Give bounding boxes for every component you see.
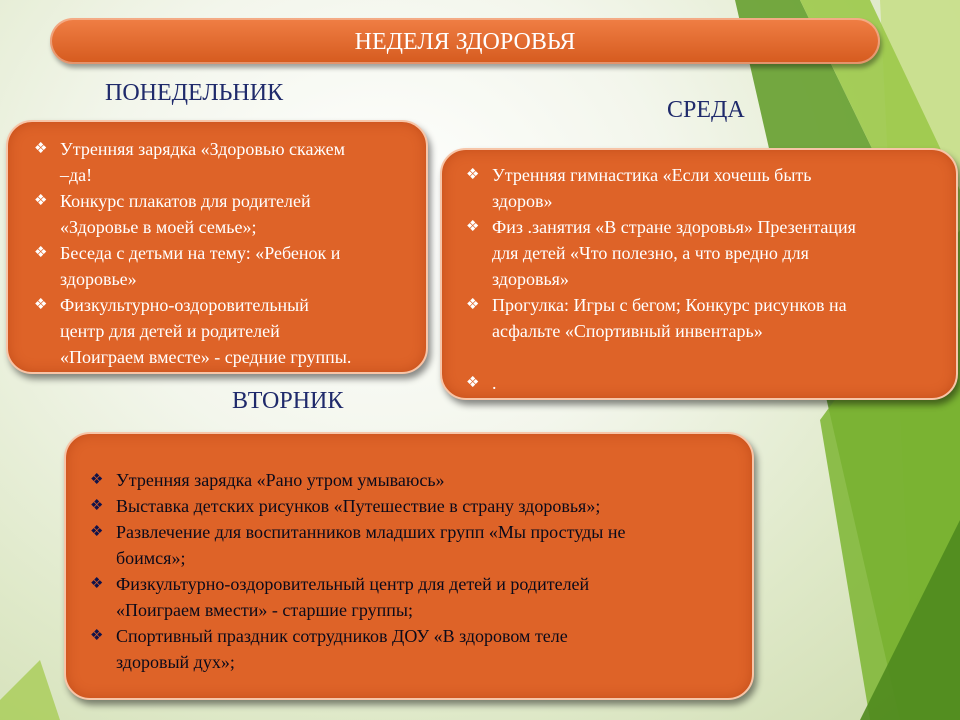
list-item: ❖ Развлечение для воспитанников младших групп «Мы простуды не боимся»; bbox=[116, 519, 741, 571]
monday-heading: ПОНЕДЕЛЬНИК bbox=[105, 80, 284, 106]
list-item: ❖ Прогулка: Игры с бегом; Конкурс рисунков на асфальте «Спортивный инвентарь» bbox=[492, 292, 947, 344]
wednesday-card bbox=[440, 148, 958, 400]
tuesday-heading: ВТОРНИК bbox=[232, 388, 344, 414]
diamond-bullet-icon: ❖ bbox=[90, 498, 104, 514]
wednesday-list bbox=[466, 162, 947, 396]
list-item: ❖ Физкультурно-оздоровительный центр для детей и родителей «Поиграем вмести» - старшие группы; bbox=[116, 571, 741, 623]
diamond-bullet-icon: ❖ bbox=[466, 167, 480, 183]
list-item: ❖ Конкурс плакатов для родителей «Здоровье в моей семье»; bbox=[60, 188, 422, 240]
list-item: ❖ Утренняя зарядка «Рано утром умываюсь» bbox=[116, 467, 741, 493]
list-item: ❖ Утренняя гимнастика «Если хочешь быть здоров» bbox=[492, 162, 947, 214]
list-item: ❖ Беседа с детьми на тему: «Ребенок и здоровье» bbox=[60, 240, 422, 292]
diamond-bullet-icon: ❖ bbox=[34, 141, 48, 157]
title-banner bbox=[50, 18, 880, 64]
list-item: ❖ Выставка детских рисунков «Путешествие в страну здоровья»; bbox=[116, 493, 741, 519]
diamond-bullet-icon: ❖ bbox=[34, 297, 48, 313]
list-item: ❖ . bbox=[492, 370, 947, 396]
diamond-bullet-icon: ❖ bbox=[90, 628, 104, 644]
page-title: НЕДЕЛЯ ЗДОРОВЬЯ bbox=[354, 29, 576, 55]
diamond-bullet-icon: ❖ bbox=[90, 524, 104, 540]
diamond-bullet-icon: ❖ bbox=[34, 193, 48, 209]
diamond-bullet-icon: ❖ bbox=[466, 375, 480, 391]
list-item: ❖ Спортивный праздник сотрудников ДОУ «В здоровом теле здоровый дух»; bbox=[116, 623, 741, 675]
green-stripe-left bbox=[0, 660, 60, 720]
monday-card bbox=[6, 120, 428, 374]
wednesday-heading: СРЕДА bbox=[667, 97, 745, 123]
diamond-bullet-icon: ❖ bbox=[90, 472, 104, 488]
monday-list bbox=[34, 136, 422, 370]
list-item: ❖ Утренняя зарядка «Здоровью скажем –да! bbox=[60, 136, 422, 188]
tuesday-list bbox=[90, 467, 741, 675]
diamond-bullet-icon: ❖ bbox=[90, 576, 104, 592]
list-item: ❖ Физ .занятия «В стране здоровья» Презентация для детей «Что полезно, а что вредно для здоровья» bbox=[492, 214, 947, 292]
list-item: ❖ Физкультурно-оздоровительный центр для детей и родителей «Поиграем вместе» - средние группы. bbox=[60, 292, 422, 370]
diamond-bullet-icon: ❖ bbox=[34, 245, 48, 261]
diamond-bullet-icon: ❖ bbox=[466, 219, 480, 235]
tuesday-card bbox=[64, 432, 754, 700]
diamond-bullet-icon: ❖ bbox=[466, 297, 480, 313]
